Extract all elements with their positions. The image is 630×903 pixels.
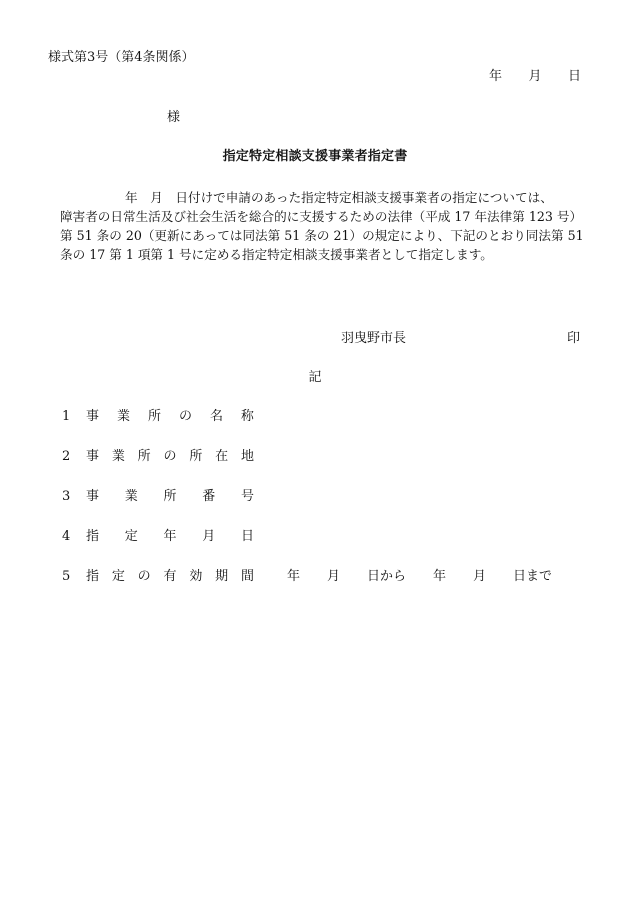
item-number: 4 <box>62 529 71 544</box>
addressee-honorific: 様 <box>167 110 181 125</box>
issue-date-month: 月 <box>528 69 542 84</box>
label-char: 指 <box>86 529 100 544</box>
label-char: 期 <box>215 569 229 584</box>
issue-date <box>489 69 581 85</box>
label-char: 名 <box>209 409 223 424</box>
label-char: 地 <box>240 449 254 464</box>
label-char: 所 <box>189 449 203 464</box>
label-char: 効 <box>189 569 203 584</box>
label-char: 所 <box>163 489 177 504</box>
label-char: 日 <box>240 529 254 544</box>
item-number: 2 <box>62 449 71 464</box>
label-char: 事 <box>86 449 100 464</box>
label-char: 番 <box>202 489 216 504</box>
label-char: の <box>178 409 192 424</box>
item-number: 1 <box>62 409 71 424</box>
form-number: 様式第3号（第4条関係） <box>48 50 195 65</box>
document-body <box>60 188 590 264</box>
label-char: 在 <box>215 449 229 464</box>
body-line: 条の 17 第 1 項第 1 号に定める指定特定相談支援事業者として指定します。 <box>60 247 493 262</box>
to-day: 日まで <box>513 569 553 584</box>
label-char: の <box>163 449 177 464</box>
ki-heading: 記 <box>308 370 322 385</box>
label-char: 年 <box>163 529 177 544</box>
item-number: 5 <box>62 569 71 584</box>
issuer-name: 羽曳野市長 <box>341 331 407 346</box>
item-office-number <box>62 489 254 505</box>
label-char: 号 <box>240 489 254 504</box>
issue-date-year: 年 <box>489 69 503 84</box>
label-char: の <box>137 569 151 584</box>
label-char: 定 <box>124 529 138 544</box>
item-office-name <box>62 409 254 425</box>
label-char: 定 <box>111 569 125 584</box>
item-label <box>86 449 254 465</box>
item-designation-date <box>62 529 254 545</box>
item-label <box>86 489 254 505</box>
issue-date-day: 日 <box>567 69 581 84</box>
validity-period-values <box>287 569 552 585</box>
label-char: 事 <box>86 409 100 424</box>
label-char: 業 <box>124 489 138 504</box>
body-line: 年 月 日付けで申請のあった指定特定相談支援事業者の指定については、 <box>125 190 553 205</box>
to-month: 月 <box>473 569 487 584</box>
document-title: 指定特定相談支援事業者指定書 <box>222 149 408 164</box>
from-day: 日から <box>367 569 407 584</box>
item-office-address <box>62 449 254 465</box>
label-char: 所 <box>137 449 151 464</box>
seal-mark: 印 <box>567 331 581 346</box>
label-char: 事 <box>86 489 100 504</box>
body-line: 第 51 条の 20（更新にあっては同法第 51 条の 21）の規定により、下記のとおり同法第 51 <box>60 228 584 243</box>
from-month: 月 <box>327 569 341 584</box>
label-char: 有 <box>163 569 177 584</box>
label-char: 月 <box>202 529 216 544</box>
item-label <box>86 529 254 545</box>
label-char: 称 <box>240 409 254 424</box>
to-year: 年 <box>433 569 447 584</box>
label-char: 間 <box>240 569 254 584</box>
label-char: 指 <box>86 569 100 584</box>
item-number: 3 <box>62 489 71 504</box>
item-validity-period <box>62 569 254 585</box>
body-line: 障害者の日常生活及び社会生活を総合的に支援するための法律（平成 17 年法律第 123 号） <box>60 209 583 224</box>
from-year: 年 <box>287 569 301 584</box>
label-char: 業 <box>111 449 125 464</box>
item-label <box>86 569 254 585</box>
item-label <box>86 409 254 425</box>
label-char: 業 <box>116 409 130 424</box>
label-char: 所 <box>147 409 161 424</box>
